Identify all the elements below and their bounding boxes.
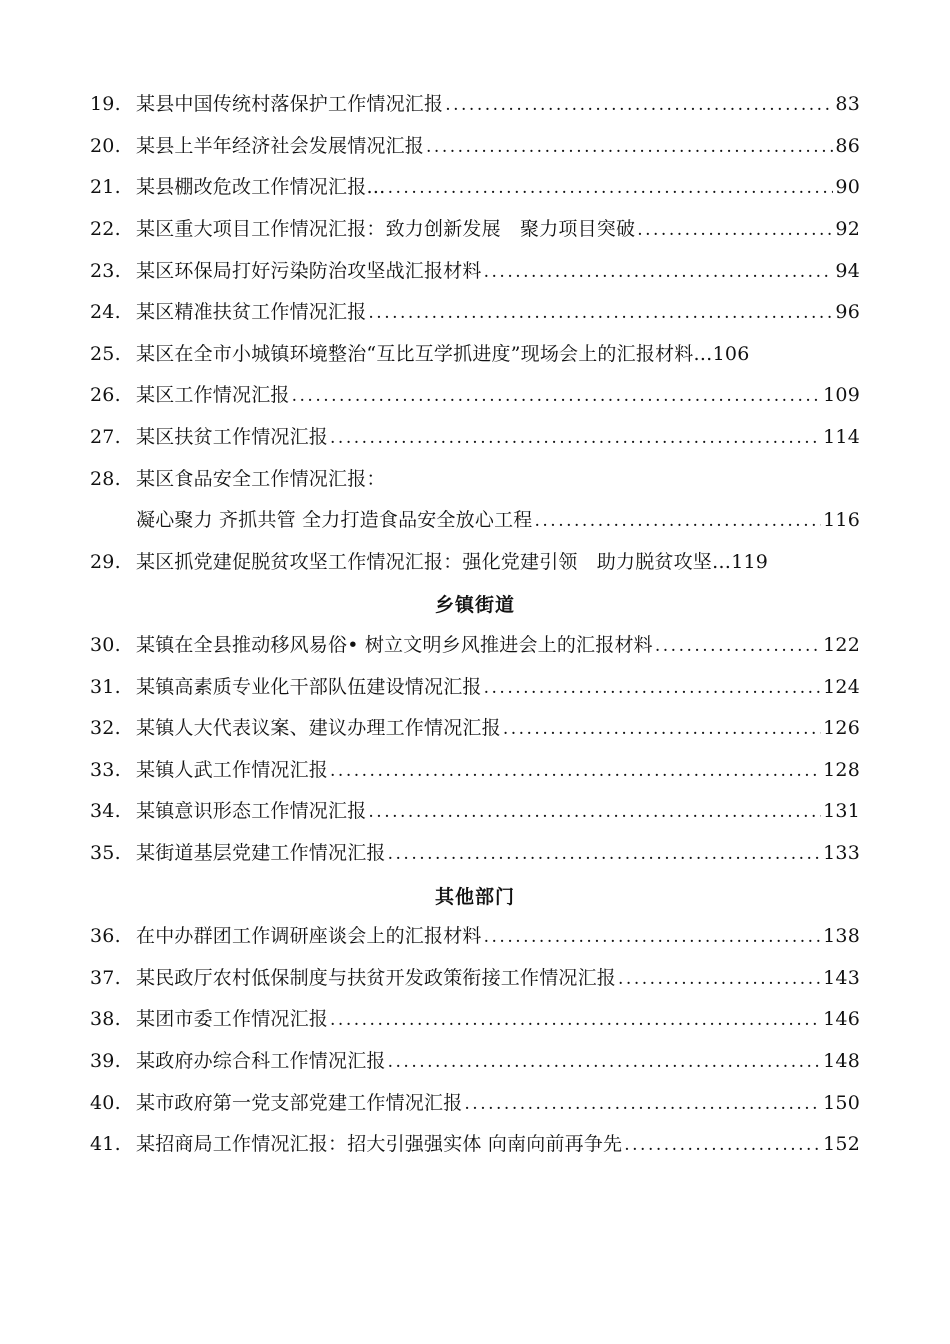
- toc-entry-number: 40.: [90, 1091, 121, 1114]
- toc-entry: [90, 209, 860, 251]
- toc-entry-number: 38.: [90, 1008, 121, 1031]
- toc-entry: [90, 625, 860, 667]
- toc-group-township: [90, 625, 860, 875]
- toc-entry: [90, 1124, 860, 1166]
- toc-entry-number: 23.: [90, 259, 121, 282]
- toc-entry-title: 某区食品安全工作情况汇报：: [136, 467, 386, 490]
- section-heading-other-departments: 其他部门: [434, 885, 515, 908]
- toc-entry-title: 某区重大项目工作情况汇报：致力创新发展 聚力项目突破: [136, 218, 636, 241]
- toc-page-number: 92: [835, 218, 860, 241]
- toc-entry: [90, 957, 860, 999]
- toc-leader-dots: [534, 513, 821, 530]
- toc-entry: [90, 375, 860, 417]
- toc-entry-number: 26.: [90, 384, 121, 407]
- toc-entry-28: [90, 458, 860, 500]
- toc-entry: [90, 791, 860, 833]
- toc-entry-29: [90, 542, 860, 584]
- toc-entry-title: 某镇在全县推动移风易俗• 树立文明乡风推进会上的汇报材料: [136, 634, 653, 657]
- toc-entry-title: 某镇意识形态工作情况汇报: [136, 800, 367, 823]
- toc-entry: [90, 167, 860, 209]
- toc-entry-title: 某政府办综合科工作情况汇报: [136, 1049, 386, 1072]
- toc-entry: [90, 1041, 860, 1083]
- toc-entry: [90, 750, 860, 792]
- toc-leader-dots: [618, 971, 821, 988]
- toc-leader-dots: [388, 1054, 822, 1071]
- toc-entry-number: 37.: [90, 966, 121, 989]
- toc-entry-number: 36.: [90, 925, 121, 948]
- toc-leader-dots: [484, 264, 834, 281]
- toc-entry: [90, 833, 860, 875]
- toc-entry-number: 30.: [90, 634, 121, 657]
- toc-leader-dots: [388, 846, 822, 863]
- toc-entry-title: 某民政厅农村低保制度与扶贫开发政策衔接工作情况汇报: [136, 966, 617, 989]
- toc-page-number: 106: [712, 342, 750, 365]
- toc-page-number: 116: [823, 509, 860, 532]
- toc-entry-title: 在中办群团工作调研座谈会上的汇报材料: [136, 925, 482, 948]
- toc-entry-title: 某团市委工作情况汇报: [136, 1008, 329, 1031]
- toc-entry-title: 某区环保局打好污染防治攻坚战汇报材料: [136, 259, 482, 282]
- toc-entry-title: 某镇人大代表议案、建议办理工作情况汇报: [136, 717, 501, 740]
- toc-entry-title: 某区在全市小城镇环境整治“互比互学抓进度”现场会上的汇报材料…: [136, 342, 713, 365]
- toc-page-number: 122: [823, 634, 860, 657]
- toc-page-number: 114: [823, 426, 860, 449]
- toc-page-number: 126: [823, 717, 860, 740]
- toc-leader-dots: [624, 1137, 821, 1154]
- toc-entry-title: 某市政府第一党支部党建工作情况汇报: [136, 1091, 463, 1114]
- toc-entry-title: 某区扶贫工作情况汇报: [136, 426, 329, 449]
- toc-entry-number: 31.: [90, 675, 121, 698]
- toc-entry-number: 33.: [90, 758, 121, 781]
- toc-entry-title: 某县棚改危改工作情况汇报…: [136, 176, 386, 199]
- toc-page-number: 131: [823, 800, 860, 823]
- toc-leader-dots: [330, 1012, 821, 1029]
- toc-entry-number: 32.: [90, 717, 121, 740]
- toc-page-number: 86: [835, 134, 860, 157]
- toc-leader-dots: [330, 430, 821, 447]
- toc-entry: [90, 417, 860, 459]
- toc-leader-dots: [388, 180, 834, 197]
- toc-page-number: 152: [823, 1133, 860, 1156]
- toc-leader-dots: [464, 1096, 821, 1113]
- toc-leader-dots: [484, 929, 822, 946]
- toc-group-county-district: [90, 84, 860, 458]
- toc-entry-title: 某镇人武工作情况汇报: [136, 758, 329, 781]
- toc-entry-number: 20.: [90, 134, 121, 157]
- toc-entry-title: 某县中国传统村落保护工作情况汇报: [136, 93, 444, 116]
- toc-page-number: 143: [823, 966, 860, 989]
- toc-page-number: 94: [835, 259, 860, 282]
- toc-entry: [90, 708, 860, 750]
- toc-entry: [90, 916, 860, 958]
- toc-entry-title: 某区抓党建促脱贫攻坚工作情况汇报：强化党建引领 助力脱贫攻坚…: [136, 550, 732, 573]
- toc-entry: [90, 250, 860, 292]
- toc-page-number: 148: [823, 1049, 860, 1072]
- toc-leader-dots: [426, 139, 833, 156]
- toc-entry-number: 35.: [90, 841, 121, 864]
- toc-entry-number: 39.: [90, 1049, 121, 1072]
- toc-entry: [90, 292, 860, 334]
- toc-page-number: 90: [835, 176, 860, 199]
- toc-entry: [90, 84, 860, 126]
- toc-entry: [90, 126, 860, 168]
- toc-entry-title: 某县上半年经济社会发展情况汇报: [136, 134, 425, 157]
- toc-entry-title: 某镇高素质专业化干部队伍建设情况汇报: [136, 675, 482, 698]
- toc-group-other-departments: [90, 916, 860, 1166]
- toc-page-number: 119: [731, 550, 769, 573]
- toc-entry: [90, 999, 860, 1041]
- toc-leader-dots: [445, 97, 833, 114]
- toc-entry-number: 29.: [90, 550, 121, 573]
- toc-entry-title: 某街道基层党建工作情况汇报: [136, 841, 386, 864]
- toc-entry-number: 25.: [90, 342, 121, 365]
- toc-entry: [90, 334, 860, 376]
- toc-entry-number: 21.: [90, 176, 121, 199]
- toc-page-number: 83: [835, 93, 860, 116]
- toc-page-number: 96: [835, 301, 860, 324]
- table-of-contents: [90, 84, 860, 1165]
- toc-entry: [90, 666, 860, 708]
- section-heading-township: 乡镇街道: [434, 594, 515, 617]
- toc-page-number: 128: [823, 758, 860, 781]
- toc-entry-number: 34.: [90, 800, 121, 823]
- toc-leader-dots: [330, 763, 821, 780]
- toc-page-number: 146: [823, 1008, 860, 1031]
- toc-leader-dots: [368, 804, 821, 821]
- toc-entry-number: 27.: [90, 426, 121, 449]
- toc-entry-title: 某区精准扶贫工作情况汇报: [136, 301, 367, 324]
- toc-leader-dots: [292, 388, 822, 405]
- toc-leader-dots: [637, 222, 833, 239]
- toc-entry-title: 某区工作情况汇报: [136, 384, 290, 407]
- toc-entry: [90, 1082, 860, 1124]
- toc-entry-number: 22.: [90, 218, 121, 241]
- toc-page-number: 124: [823, 675, 860, 698]
- toc-entry-number: 24.: [90, 301, 121, 324]
- toc-leader-dots: [484, 680, 822, 697]
- toc-entry-number: 28.: [90, 467, 121, 490]
- toc-leader-dots: [655, 638, 821, 655]
- toc-page-number: 150: [823, 1091, 860, 1114]
- toc-entry-number: 19.: [90, 93, 121, 116]
- toc-entry-title: 某招商局工作情况汇报：招大引强强实体 向南向前再争先: [136, 1133, 623, 1156]
- toc-page-number: 109: [823, 384, 860, 407]
- toc-entry-number: 41.: [90, 1133, 121, 1156]
- toc-page-number: 133: [823, 841, 860, 864]
- toc-page-number: 138: [823, 925, 860, 948]
- toc-entry-title-line2: 凝心聚力 齐抓共管 全力打造食品安全放心工程: [136, 509, 533, 532]
- toc-leader-dots: [368, 305, 833, 322]
- toc-entry-28-continuation: [90, 500, 860, 542]
- toc-leader-dots: [503, 721, 821, 738]
